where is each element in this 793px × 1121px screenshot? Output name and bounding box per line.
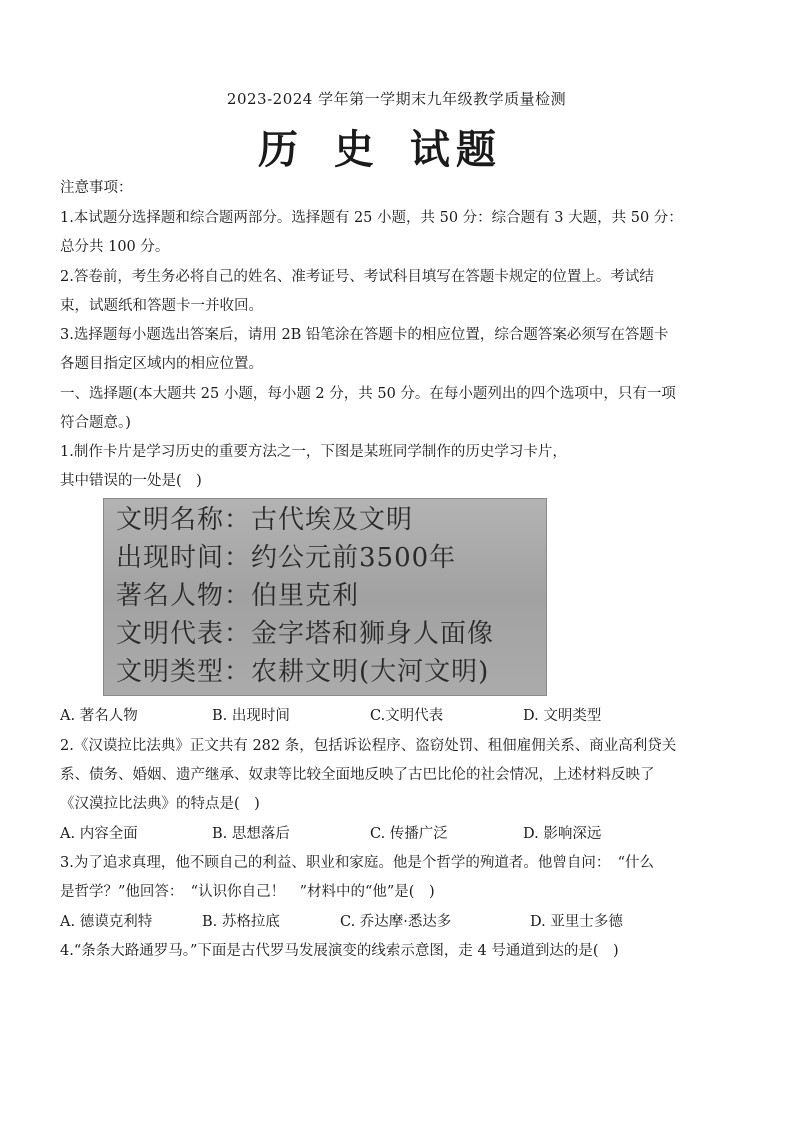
- q1-option-a[interactable]: A. 著名人物: [60, 708, 138, 724]
- notice-item-2-line-2: 束，试题纸和答题卡一并收回。: [60, 298, 263, 314]
- q2-option-b[interactable]: B. 思想落后: [212, 826, 290, 842]
- question-2-line-1: 2.《汉谟拉比法典》正文共有 282 条，包括诉讼程序、盗窃处罚、租佃雇佣关系、商业高利贷关: [60, 738, 677, 754]
- notice-heading: 注意事项：: [60, 180, 133, 196]
- card-row-famous-person: 著名人物：伯里克利: [116, 581, 360, 611]
- q3-option-c[interactable]: C. 乔达摩·悉达多: [340, 914, 452, 930]
- q1-option-d[interactable]: D. 文明类型: [523, 708, 602, 724]
- question-2-line-2: 系、债务、婚姻、遗产继承、奴隶等比较全面地反映了古巴比伦的社会情况，上述材料反映了: [60, 767, 655, 783]
- notice-item-3-line-2: 各题目指定区域内的相应位置。: [60, 356, 263, 372]
- section-1-line-1: 一、选择题(本大题共 25 小题，每小题 2 分，共 50 分。在每小题列出的四个选项中，只有一项: [60, 386, 676, 402]
- notice-item-2-line-1: 2.答卷前，考生务必将自己的姓名、准考证号、考试科目填写在答题卡规定的位置上。考试结: [60, 269, 654, 285]
- history-study-card-image: [103, 498, 547, 696]
- q2-option-d[interactable]: D. 影响深远: [523, 826, 602, 842]
- q2-option-c[interactable]: C. 传播广泛: [370, 826, 448, 842]
- exam-subtitle: 2023-2024 学年第一学期末九年级教学质量检测: [226, 90, 567, 108]
- q3-option-b[interactable]: B. 苏格拉底: [202, 914, 280, 930]
- exam-title: 历 史 试题: [258, 126, 502, 173]
- card-row-civilization-name: 文明名称：古代埃及文明: [116, 505, 414, 535]
- q1-option-c[interactable]: C.文明代表: [370, 708, 444, 724]
- question-3-line-1: 3.为了追求真理，他不顾自己的利益、职业和家庭。他是个哲学的殉道者。他曾自问： “什么: [60, 855, 654, 871]
- notice-item-1-line-1: 1.本试题分选择题和综合题两部分。选择题有 25 小题，共 50 分：综合题有 3 大题，共 50 分：: [60, 210, 683, 226]
- notice-item-1-line-2: 总分共 100 分。: [60, 239, 170, 255]
- question-3-line-2: 是哲学？”他回答： “认识你自己！ ”材料中的“他”是( ): [60, 884, 435, 900]
- question-1-line-2: 其中错误的一处是( ): [60, 473, 202, 489]
- card-row-civilization-type: 文明类型：农耕文明(大河文明): [116, 657, 490, 687]
- card-row-civilization-symbol: 文明代表：金字塔和狮身人面像: [116, 619, 495, 649]
- card-row-appearance-time: 出现时间：约公元前3500年: [116, 543, 457, 573]
- q3-option-a[interactable]: A. 德谟克利特: [60, 914, 153, 930]
- q3-option-d[interactable]: D. 亚里士多德: [530, 914, 623, 930]
- q1-option-b[interactable]: B. 出现时间: [212, 708, 290, 724]
- section-1-line-2: 符合题意。): [60, 415, 131, 431]
- q2-option-a[interactable]: A. 内容全面: [60, 826, 138, 842]
- question-1-line-1: 1.制作卡片是学习历史的重要方法之一，下图是某班同学制作的历史学习卡片，: [60, 444, 567, 460]
- question-4-line-1: 4.“条条大路通罗马。”下面是古代罗马发展演变的线索示意图，走 4 号通道到达的是( ): [60, 943, 619, 959]
- question-2-line-3: 《汉漠拉比法典》的特点是( ): [60, 796, 260, 812]
- notice-item-3-line-1: 3.选择题每小题选出答案后，请用 2B 铅笔涂在答题卡的相应位置，综合题答案必须写在答题卡: [60, 327, 669, 343]
